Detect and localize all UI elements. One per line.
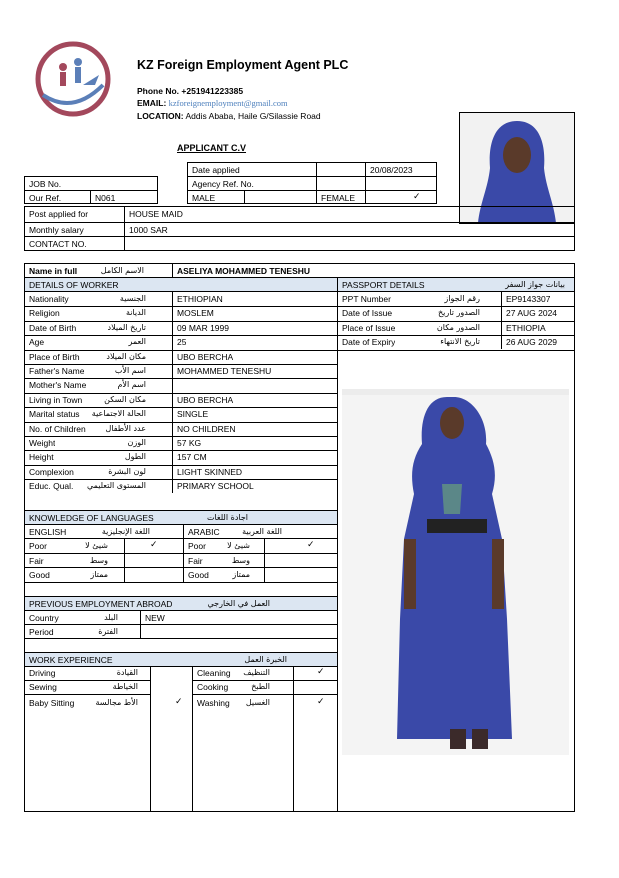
detail-label-ar: اسم الأم xyxy=(117,380,146,390)
passport-label-ar: الصدور تاريخ xyxy=(438,308,480,318)
arabic-label-ar: اللغة العربية xyxy=(242,527,282,536)
detail-label-ar: الديانة xyxy=(125,308,146,318)
post-label: Post applied for xyxy=(29,209,89,219)
detail-label-ar: الوزن xyxy=(127,438,146,447)
detail-value: ETHIOPIAN xyxy=(177,294,223,304)
detail-label: Marital status xyxy=(29,409,80,420)
page-title: APPLICANT C.V xyxy=(177,143,247,153)
female-label: FEMALE xyxy=(321,193,356,203)
detail-label: Religion xyxy=(29,308,60,319)
passport-value: 26 AUG 2029 xyxy=(506,337,558,348)
table-rule xyxy=(172,291,173,493)
table-rule xyxy=(24,567,337,568)
prev-employment-header-ar: العمل في الخارجي xyxy=(207,599,270,608)
agency-ref-label: Agency Ref. No. xyxy=(192,179,254,189)
english-label-ar: اللغة الإنجليزية xyxy=(101,527,150,536)
detail-label: Mother's Name xyxy=(29,380,87,391)
phone-label: Phone No. xyxy=(137,86,180,96)
detail-label-ar: عدد الأطفال xyxy=(105,423,146,433)
work-skill-label-ar: الخياطة xyxy=(112,682,138,691)
work-skill-label: Sewing xyxy=(29,682,57,692)
detail-label-ar: المستوى التعليمي xyxy=(86,481,146,491)
name-label-ar: الاسم الكامل xyxy=(100,266,144,275)
passport-value: 27 AUG 2024 xyxy=(506,308,558,319)
english-level-label: Poor xyxy=(29,541,47,551)
table-rule xyxy=(24,680,150,681)
company-email xyxy=(137,98,288,108)
table-rule xyxy=(501,291,502,349)
passport-label: Date of Expiry xyxy=(342,337,396,348)
arabic-level-label-ar: وسط xyxy=(231,555,250,565)
period-label: Period xyxy=(29,627,54,637)
detail-value: MOHAMMED TENESHU xyxy=(177,366,272,376)
passport-value: ETHIOPIA xyxy=(506,322,546,333)
work-experience-header-ar: الخبرة العمل xyxy=(244,655,287,664)
work-skill-label: Cleaning xyxy=(197,668,231,678)
email-link[interactable]: kzforeignemployment@gmail.com xyxy=(168,98,288,108)
date-applied-label: Date applied xyxy=(192,165,240,175)
arabic-level-label: Good xyxy=(188,570,209,581)
arabic-level-check: ✓ xyxy=(307,540,315,550)
passport-label-ar: الصدور مكان xyxy=(436,322,480,332)
detail-label: Complexion xyxy=(29,466,74,477)
arabic-level-label-ar: ممتاز xyxy=(232,570,250,580)
detail-value: 25 xyxy=(177,337,187,348)
table-rule xyxy=(24,694,150,695)
location-value: Addis Ababa, Haile G/Silassie Road xyxy=(185,111,321,121)
post-value: HOUSE MAID xyxy=(129,209,183,219)
work-skill-label: Washing xyxy=(197,698,230,708)
detail-value: 09 MAR 1999 xyxy=(177,322,229,333)
detail-label: Living in Town xyxy=(29,394,83,405)
passport-label: Date of Issue xyxy=(342,308,393,319)
detail-label-ar: تاريخ الميلاد xyxy=(107,322,146,332)
detail-value: NO CHILDREN xyxy=(177,423,236,434)
work-skill-check: ✓ xyxy=(175,697,183,707)
company-name: KZ Foreign Employment Agent PLC xyxy=(137,58,349,72)
company-location xyxy=(137,111,321,121)
passport-label-ar: تاريخ الانتهاء xyxy=(440,337,480,347)
passport-label: Place of Issue xyxy=(342,322,396,333)
table-rule xyxy=(24,538,337,539)
name-label: Name in full xyxy=(29,266,78,276)
our-ref-label: Our Ref. xyxy=(29,193,62,203)
arabic-level-label: Poor xyxy=(188,541,206,551)
passport-label: PPT Number xyxy=(342,294,391,304)
detail-value: 157 CM xyxy=(177,452,207,463)
detail-label-ar: مكان الميلاد xyxy=(106,351,146,361)
table-rule xyxy=(337,350,575,351)
male-label: MALE xyxy=(192,193,216,203)
work-skill-label-ar: التنظيف xyxy=(243,668,270,677)
detail-label: Place of Birth xyxy=(29,351,80,362)
work-experience-header: WORK EXPERIENCE xyxy=(29,655,113,665)
table-rule xyxy=(192,694,337,695)
detail-label-ar: الطول xyxy=(124,452,146,462)
salary-label: Monthly salary xyxy=(29,225,84,235)
prev-employment-header: PREVIOUS EMPLOYMENT ABROAD xyxy=(29,599,173,609)
name-value: ASELIYA MOHAMMED TENESHU xyxy=(177,266,311,276)
female-checkmark: ✓ xyxy=(413,192,421,202)
english-label: ENGLISH xyxy=(29,527,67,537)
detail-value: UBO BERCHA xyxy=(177,351,234,362)
detail-label: Nationality xyxy=(29,294,69,304)
detail-label-ar: الحالة الاجتماعية xyxy=(91,409,146,419)
detail-label-ar: لون البشرة xyxy=(108,466,146,476)
english-level-label-ar: وسط xyxy=(89,555,108,565)
work-skill-check: ✓ xyxy=(317,667,325,677)
detail-label: Age xyxy=(29,337,45,348)
passport-label-ar: رقم الجواز xyxy=(444,294,480,303)
our-ref-value: N061 xyxy=(95,193,116,203)
detail-label: Father's Name xyxy=(29,366,85,376)
table-rule xyxy=(192,680,337,681)
work-skill-label: Baby Sitting xyxy=(29,698,75,708)
detail-label: Weight xyxy=(29,438,56,448)
arabic-label: ARABIC xyxy=(188,527,220,537)
passport-value: EP9143307 xyxy=(506,294,551,304)
detail-value: SINGLE xyxy=(177,409,209,420)
detail-label-ar: العمر xyxy=(128,337,146,347)
work-skill-label-ar: الطبخ xyxy=(251,682,270,691)
job-no-label: JOB No. xyxy=(29,179,62,189)
english-level-label-ar: ممتاز xyxy=(90,570,108,580)
detail-value: LIGHT SKINNED xyxy=(177,466,243,477)
detail-label: Educ. Qual. xyxy=(29,481,74,492)
work-skill-label: Cooking xyxy=(197,682,229,692)
country-value: NEW xyxy=(145,613,165,623)
detail-label: No. of Children xyxy=(29,423,86,434)
post-table xyxy=(24,206,575,251)
english-level-check: ✓ xyxy=(150,540,158,550)
detail-label: Height xyxy=(29,452,54,463)
languages-header: KNOWLEDGE OF LANGUAGES xyxy=(29,513,154,523)
period-label-ar: الفترة xyxy=(98,627,118,636)
salary-value: 1000 SAR xyxy=(129,225,168,235)
detail-label-ar: مكان السكن xyxy=(104,394,146,404)
detail-label-ar: الجنسية xyxy=(119,294,146,303)
company-logo xyxy=(33,40,113,118)
english-level-label: Fair xyxy=(29,555,44,566)
country-label-ar: البلد xyxy=(104,613,118,622)
location-label: LOCATION: xyxy=(137,111,184,121)
languages-header-ar: اجادة اللغات xyxy=(206,513,248,522)
detail-value: PRIMARY SCHOOL xyxy=(177,481,254,492)
english-level-label: Good xyxy=(29,570,50,581)
detail-label: Date of Birth xyxy=(29,322,77,333)
english-level-label-ar: شيئ لا xyxy=(85,541,108,550)
work-skill-check: ✓ xyxy=(317,697,325,707)
detail-value: 57 KG xyxy=(177,438,202,448)
details-header: DETAILS OF WORKER xyxy=(29,280,119,290)
table-rule xyxy=(24,553,337,554)
detail-value: MOSLEM xyxy=(177,308,214,319)
work-skill-label-ar: الأط مجالسة xyxy=(95,698,138,707)
arabic-level-label-ar: شيئ لا xyxy=(227,541,250,550)
contact-label: CONTACT NO. xyxy=(29,239,87,249)
arabic-level-label: Fair xyxy=(188,555,203,566)
work-skill-label-ar: الغسيل xyxy=(245,698,270,707)
passport-header-ar: بيانات جواز السفر xyxy=(505,280,565,289)
detail-value: UBO BERCHA xyxy=(177,394,234,405)
passport-header: PASSPORT DETAILS xyxy=(342,280,425,290)
work-skill-label-ar: القيادة xyxy=(116,668,138,677)
work-skill-label: Driving xyxy=(29,668,56,678)
full-body-photo xyxy=(342,389,569,755)
detail-label-ar: اسم الأب xyxy=(114,366,146,375)
country-label: Country xyxy=(29,613,59,623)
phone-value: +251941223385 xyxy=(181,86,244,96)
company-phone xyxy=(137,86,243,96)
date-applied-value: 20/08/2023 xyxy=(370,165,413,175)
email-label: EMAIL: xyxy=(137,98,167,108)
